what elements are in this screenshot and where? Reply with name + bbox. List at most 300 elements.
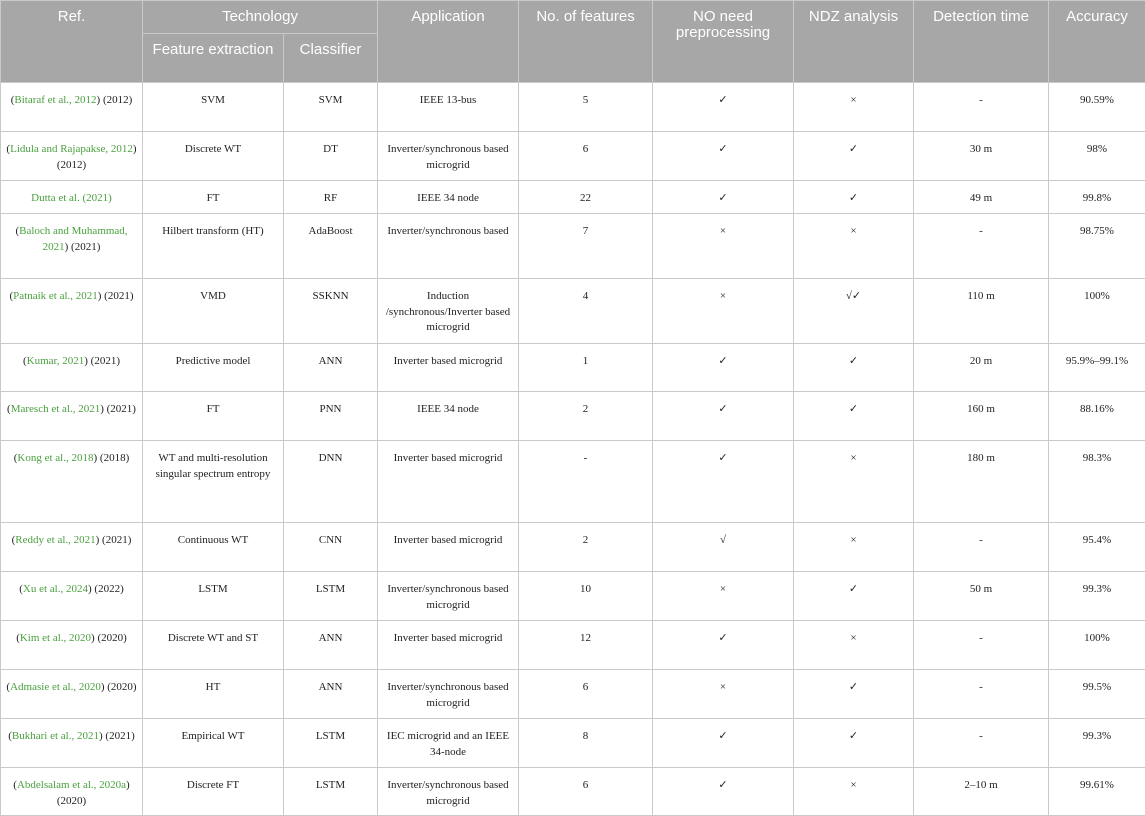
ref-open: ( [16,632,20,644]
ref-link[interactable]: Abdelsalam et al., 2020a [17,779,126,791]
application-cell [378,181,519,214]
ref-link[interactable]: Bitaraf et al., 2012 [14,94,96,106]
features-count-cell [519,344,653,392]
feature-extraction-cell-text: Hilbert transform (HT) [143,214,283,244]
feature-extraction-cell-text: WT and multi-resolution singular spectrum entropy [143,441,283,486]
ndz-cell-text: ✓ [794,719,913,749]
accuracy-cell [1049,83,1145,132]
classifier-cell-text: CNN [284,523,377,553]
preprocessing-cell-text: ✓ [653,344,793,374]
ref-year: ) (2022) [88,583,124,595]
accuracy-cell [1049,181,1145,214]
ndz-cell-text: × [794,523,913,553]
ndz-cell [794,181,914,214]
accuracy-cell [1049,279,1145,344]
table-row [1,670,1145,719]
ref-year: ) (2020) [57,779,130,807]
features-count-cell [519,621,653,670]
ndz-cell-text: × [794,441,913,471]
ref-cell [1,132,143,181]
header-accuracy: Accuracy [1049,1,1145,83]
features-count-cell [519,214,653,279]
ref-link[interactable]: Bukhari et al., 2021 [12,730,99,742]
ref-cell [1,279,143,344]
features-count-cell-text: 8 [519,719,652,749]
preprocessing-cell-text: ✓ [653,132,793,162]
classifier-cell [284,214,378,279]
ndz-cell-text: ✓ [794,670,913,700]
table-body [1,83,1145,816]
detection-time-cell [914,572,1049,621]
feature-extraction-cell [143,181,284,214]
preprocessing-cell [653,768,794,816]
ref-open: ( [9,290,13,302]
ndz-cell [794,279,914,344]
detection-time-cell [914,214,1049,279]
ndz-cell [794,523,914,572]
preprocessing-cell [653,214,794,279]
preprocessing-cell [653,572,794,621]
features-count-cell [519,441,653,523]
accuracy-cell [1049,670,1145,719]
ref-year: ) (2021) [98,290,134,302]
classifier-cell [284,523,378,572]
ref-open: ( [23,355,27,367]
detection-time-cell-text: - [914,670,1048,700]
application-cell-text: Inverter based microgrid [378,523,518,553]
ref-cell [1,768,143,816]
application-cell [378,279,519,344]
application-cell-text: Inverter/synchronous based [378,214,518,244]
table-row [1,181,1145,214]
accuracy-cell-text: 99.61% [1049,768,1145,798]
feature-extraction-cell [143,719,284,768]
feature-extraction-cell-text: SVM [143,83,283,113]
accuracy-cell-text: 98% [1049,132,1145,162]
classifier-cell [284,83,378,132]
features-count-cell [519,181,653,214]
feature-extraction-cell [143,392,284,441]
detection-time-cell [914,768,1049,816]
preprocessing-cell-text: × [653,572,793,602]
classifier-cell [284,392,378,441]
application-cell [378,768,519,816]
header-feature-extraction: Feature extraction [143,34,284,83]
accuracy-cell-text: 95.4% [1049,523,1145,553]
detection-time-cell [914,132,1049,181]
ndz-cell-text: × [794,83,913,113]
feature-extraction-cell-text: LSTM [143,572,283,602]
preprocessing-cell [653,523,794,572]
application-cell-text: Inverter based microgrid [378,344,518,374]
detection-time-cell [914,344,1049,392]
feature-extraction-cell-text: HT [143,670,283,700]
application-cell-text: IEC microgrid and an IEEE 34-node [378,719,518,764]
application-cell [378,83,519,132]
table-row [1,441,1145,523]
detection-time-cell [914,441,1049,523]
application-cell-text: Inverter/synchronous based microgrid [378,572,518,617]
feature-extraction-cell [143,523,284,572]
table-row [1,344,1145,392]
accuracy-cell [1049,523,1145,572]
preprocessing-cell-text: × [653,279,793,309]
accuracy-cell [1049,392,1145,441]
features-count-cell [519,132,653,181]
ref-cell [1,214,143,279]
features-count-cell-text: 4 [519,279,652,309]
ndz-cell-text: × [794,621,913,651]
ref-link[interactable]: Reddy et al., 2021 [15,534,95,546]
ref-link[interactable]: Kong et al., 2018 [17,452,93,464]
features-count-cell-text: 5 [519,83,652,113]
feature-extraction-cell-text: FT [143,392,283,422]
ndz-cell [794,214,914,279]
ref-year: ) (2021) [84,355,120,367]
ref-open: ( [14,452,18,464]
accuracy-cell-text: 99.8% [1049,181,1145,211]
ref-year: ) (2021) [65,241,101,253]
classifier-cell [284,768,378,816]
classifier-cell-text: DNN [284,441,377,471]
table-row [1,621,1145,670]
ref-open: ( [6,143,10,155]
classifier-cell-text: LSTM [284,719,377,749]
ref-link[interactable]: Patnaik et al., 2021 [13,290,98,302]
feature-extraction-cell [143,441,284,523]
classifier-cell [284,344,378,392]
classifier-cell-text: LSTM [284,572,377,602]
preprocessing-cell [653,344,794,392]
detection-time-cell-text: 20 m [914,344,1048,374]
preprocessing-cell [653,392,794,441]
ref-link[interactable]: Kumar, 2021 [27,355,85,367]
feature-extraction-cell [143,132,284,181]
ref-link[interactable]: Kim et al., 2020 [20,632,91,644]
ref-open: ( [11,94,15,106]
ref-cell [1,719,143,768]
application-cell [378,621,519,670]
classifier-cell-text: RF [284,181,377,211]
application-cell-text: IEEE 34 node [378,392,518,422]
accuracy-cell-text: 99.3% [1049,719,1145,749]
ref-year: ) (2020) [91,632,127,644]
ref-year: ) (2021) [96,534,132,546]
features-count-cell [519,768,653,816]
feature-extraction-cell-text: Discrete FT [143,768,283,798]
application-cell [378,214,519,279]
features-count-cell-text: 7 [519,214,652,244]
preprocessing-cell-text: ✓ [653,83,793,113]
detection-time-cell-text: 110 m [914,279,1048,309]
application-cell [378,523,519,572]
ref-year: ) (2018) [94,452,130,464]
classifier-cell-text: SVM [284,83,377,113]
ref-year: ) (2021) [99,730,135,742]
accuracy-cell-text: 99.3% [1049,572,1145,602]
feature-extraction-cell-text: Continuous WT [143,523,283,553]
header-no-preprocessing: NO need preprocessing [653,1,794,83]
classifier-cell-text: ANN [284,621,377,651]
accuracy-cell [1049,441,1145,523]
application-cell [378,344,519,392]
features-count-cell [519,670,653,719]
detection-time-cell-text: 180 m [914,441,1048,471]
table-row [1,279,1145,344]
application-cell [378,392,519,441]
feature-extraction-cell-text: VMD [143,279,283,309]
ref-link[interactable]: Lidula and Rajapakse, 2012 [10,143,133,155]
ref-year: ) (2012) [97,94,133,106]
header-ref: Ref. [1,1,143,83]
detection-time-cell-text: - [914,523,1048,553]
feature-extraction-cell-text: Empirical WT [143,719,283,749]
features-count-cell-text: 6 [519,132,652,162]
table-row [1,572,1145,621]
feature-extraction-cell [143,83,284,132]
classifier-cell-text: LSTM [284,768,377,798]
classifier-cell-text: ANN [284,344,377,374]
features-count-cell-text: - [519,441,652,471]
accuracy-cell-text: 100% [1049,621,1145,651]
accuracy-cell-text: 88.16% [1049,392,1145,422]
classifier-cell-text: SSKNN [284,279,377,309]
feature-extraction-cell-text: Predictive model [143,344,283,374]
accuracy-cell [1049,132,1145,181]
features-count-cell-text: 10 [519,572,652,602]
ref-year: ) (2021) [100,403,136,415]
detection-time-cell-text: 49 m [914,181,1048,211]
preprocessing-cell-text: ✓ [653,181,793,211]
accuracy-cell [1049,621,1145,670]
classifier-cell [284,279,378,344]
ndz-cell-text: √✓ [794,279,913,309]
feature-extraction-cell [143,670,284,719]
classifier-cell-text: ANN [284,670,377,700]
detection-time-cell-text: - [914,621,1048,651]
classifier-cell-text: AdaBoost [284,214,377,244]
ndz-cell [794,441,914,523]
ref-open: ( [13,779,17,791]
ndz-cell [794,670,914,719]
features-count-cell-text: 6 [519,768,652,798]
ndz-cell [794,344,914,392]
detection-time-cell-text: - [914,83,1048,113]
ref-cell [1,181,143,214]
ndz-cell [794,719,914,768]
table-row [1,83,1145,132]
features-count-cell [519,719,653,768]
preprocessing-cell [653,279,794,344]
ref-open: ( [12,534,16,546]
features-count-cell-text: 2 [519,523,652,553]
detection-time-cell [914,83,1049,132]
detection-time-cell-text: 50 m [914,572,1048,602]
application-cell-text: Induction /synchronous/Inverter based microgrid [378,279,518,340]
ref-link[interactable]: Xu et al., 2024 [23,583,88,595]
table-row [1,392,1145,441]
detection-time-cell-text: - [914,214,1048,244]
ndz-cell-text: ✓ [794,181,913,211]
preprocessing-cell-text: ✓ [653,441,793,471]
preprocessing-cell [653,719,794,768]
application-cell [378,719,519,768]
application-cell [378,132,519,181]
ref-cell [1,344,143,392]
ref-cell [1,670,143,719]
features-count-cell [519,572,653,621]
preprocessing-cell [653,441,794,523]
feature-extraction-cell-text: Discrete WT [143,132,283,162]
accuracy-cell [1049,344,1145,392]
preprocessing-cell-text: √ [653,523,793,553]
detection-time-cell-text: - [914,719,1048,749]
ndz-cell [794,132,914,181]
application-cell [378,572,519,621]
header-ndz: NDZ analysis [794,1,914,83]
features-count-cell-text: 6 [519,670,652,700]
detection-time-cell-text: 30 m [914,132,1048,162]
feature-extraction-cell-text: Discrete WT and ST [143,621,283,651]
accuracy-cell-text: 90.59% [1049,83,1145,113]
accuracy-cell-text: 95.9%–99.1% [1049,344,1145,374]
ndz-cell-text: ✓ [794,132,913,162]
ref-open: ( [8,730,12,742]
preprocessing-cell [653,181,794,214]
classifier-cell-text: PNN [284,392,377,422]
accuracy-cell [1049,768,1145,816]
detection-time-cell [914,181,1049,214]
table-row [1,214,1145,279]
accuracy-cell-text: 98.3% [1049,441,1145,471]
accuracy-cell-text: 98.75% [1049,214,1145,244]
table-row [1,768,1145,816]
preprocessing-cell-text: × [653,670,793,700]
application-cell-text: Inverter based microgrid [378,441,518,471]
header-application: Application [378,1,519,83]
accuracy-cell-text: 100% [1049,279,1145,309]
ref-open: ( [15,225,19,237]
ndz-cell-text: ✓ [794,344,913,374]
detection-time-cell [914,719,1049,768]
classifier-cell-text: DT [284,132,377,162]
header-detection-time: Detection time [914,1,1049,83]
application-cell-text: IEEE 13-bus [378,83,518,113]
features-count-cell-text: 12 [519,621,652,651]
accuracy-cell-text: 99.5% [1049,670,1145,700]
feature-extraction-cell [143,621,284,670]
ndz-cell-text: ✓ [794,392,913,422]
ref-cell [1,392,143,441]
preprocessing-cell-text: ✓ [653,719,793,749]
detection-time-cell [914,523,1049,572]
application-cell [378,670,519,719]
ref-cell [1,572,143,621]
application-cell-text: Inverter based microgrid [378,621,518,651]
application-cell-text: Inverter/synchronous based microgrid [378,670,518,715]
table-row [1,132,1145,181]
preprocessing-cell-text: ✓ [653,621,793,651]
table-row [1,523,1145,572]
application-cell-text: Inverter/synchronous based microgrid [378,768,518,813]
ref-open: ( [7,403,11,415]
features-count-cell-text: 22 [519,181,652,211]
ref-link[interactable]: Admasie et al., 2020 [10,681,101,693]
detection-time-cell [914,670,1049,719]
ref-cell [1,441,143,523]
ndz-cell-text: × [794,768,913,798]
classifier-cell [284,572,378,621]
ref-link[interactable]: Dutta et al. (2021) [31,192,112,204]
ref-year: ) (2020) [101,681,137,693]
ref-year: ) (2012) [57,143,137,171]
header-technology: Technology [143,1,378,34]
accuracy-cell [1049,214,1145,279]
detection-time-cell-text: 2–10 m [914,768,1048,798]
ndz-cell [794,83,914,132]
header-classifier: Classifier [284,34,378,83]
classifier-cell [284,670,378,719]
preprocessing-cell [653,670,794,719]
preprocessing-cell-text: ✓ [653,392,793,422]
classifier-cell [284,719,378,768]
preprocessing-cell [653,621,794,670]
ref-open: ( [19,583,23,595]
detection-time-cell [914,279,1049,344]
application-cell-text: Inverter/synchronous based microgrid [378,132,518,177]
feature-extraction-cell [143,572,284,621]
ref-cell [1,523,143,572]
feature-extraction-cell [143,214,284,279]
ref-link[interactable]: Maresch et al., 2021 [11,403,101,415]
ndz-cell-text: × [794,214,913,244]
detection-time-cell [914,392,1049,441]
preprocessing-cell [653,132,794,181]
ref-link[interactable]: Baloch and Muhammad, 2021 [19,225,127,253]
ndz-cell-text: ✓ [794,572,913,602]
feature-extraction-cell [143,344,284,392]
accuracy-cell [1049,572,1145,621]
detection-time-cell-text: 160 m [914,392,1048,422]
preprocessing-cell [653,83,794,132]
ndz-cell [794,621,914,670]
detection-time-cell [914,621,1049,670]
features-count-cell [519,279,653,344]
table-row [1,719,1145,768]
preprocessing-cell-text: × [653,214,793,244]
preprocessing-cell-text: ✓ [653,768,793,798]
accuracy-cell [1049,719,1145,768]
ref-open: ( [6,681,10,693]
application-cell-text: IEEE 34 node [378,181,518,211]
application-cell [378,441,519,523]
feature-extraction-cell [143,279,284,344]
feature-extraction-cell-text: FT [143,181,283,211]
ndz-cell [794,768,914,816]
ndz-cell [794,572,914,621]
header-features: No. of features [519,1,653,83]
ndz-cell [794,392,914,441]
ref-cell [1,621,143,670]
ref-cell [1,83,143,132]
features-count-cell-text: 1 [519,344,652,374]
features-count-cell [519,392,653,441]
classifier-cell [284,132,378,181]
features-count-cell-text: 2 [519,392,652,422]
classifier-cell [284,181,378,214]
features-count-cell [519,523,653,572]
features-count-cell [519,83,653,132]
